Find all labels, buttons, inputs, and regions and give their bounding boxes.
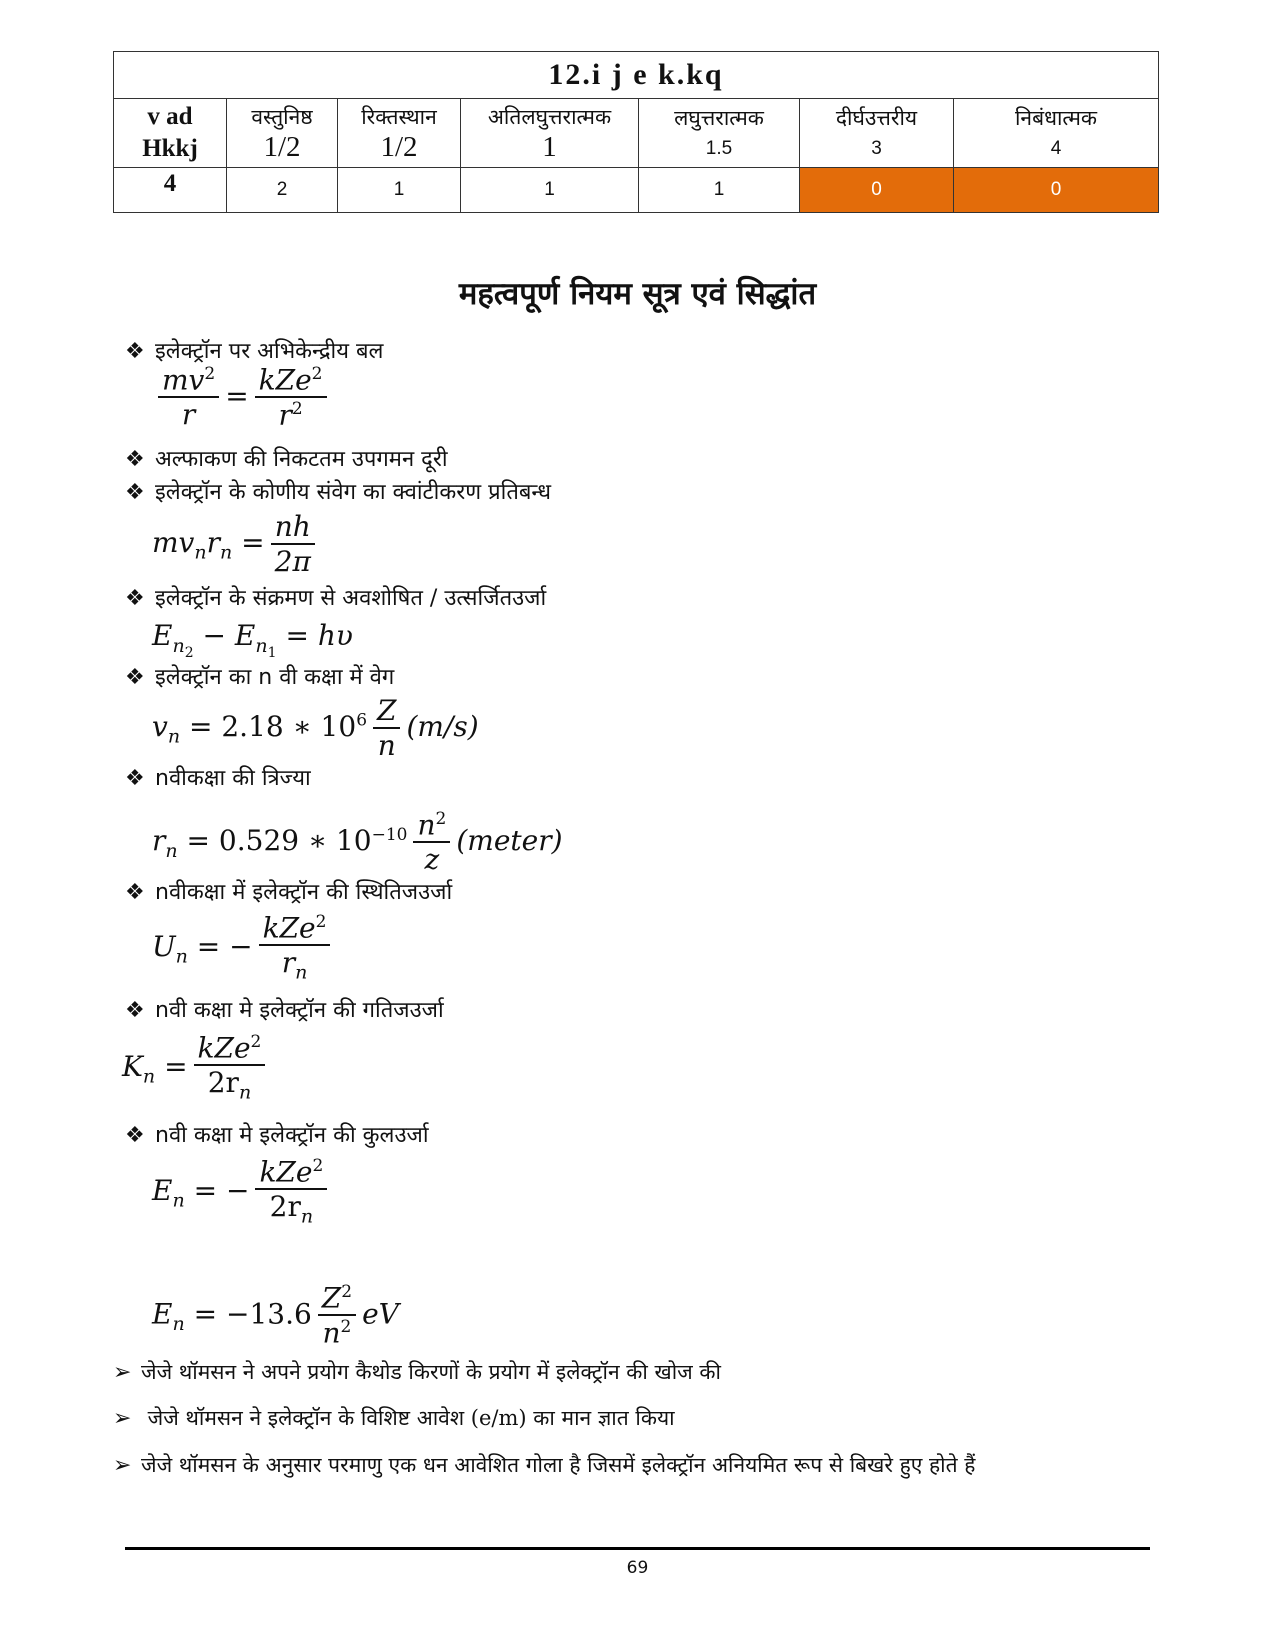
header-cell bbox=[954, 99, 1159, 168]
bullet-item bbox=[125, 478, 551, 508]
bullet-item bbox=[125, 584, 546, 614]
bullet-item bbox=[125, 764, 311, 794]
column-marks: 1/2 bbox=[380, 131, 418, 163]
diamond-bullet-icon: ❖ bbox=[125, 447, 145, 472]
bullet-text: इलेक्ट्रॉन का n वी कक्षा में वेग bbox=[155, 665, 395, 690]
bullet-text: nवी कक्षा मे इलेक्ट्रॉन की कुलउर्जा bbox=[155, 1123, 429, 1148]
header-cell bbox=[461, 99, 639, 168]
bullet-text: nवीकक्षा में इलेक्ट्रॉन की स्थितिजउर्जा bbox=[155, 880, 453, 905]
column-name: रिक्तस्थान bbox=[361, 105, 437, 129]
bullet-text: इलेक्ट्रॉन पर अभिकेन्द्रीय बल bbox=[155, 339, 384, 364]
header-cell bbox=[639, 99, 800, 168]
diamond-bullet-icon: ❖ bbox=[125, 480, 145, 505]
fact-text: जेजे थॉमसन ने इलेक्ट्रॉन के विशिष्ट आवेश (e/m) का मान ज्ञात किया bbox=[141, 1406, 675, 1430]
bullet-item bbox=[125, 1121, 429, 1151]
arrow-bullet-icon: ➢ bbox=[113, 1360, 132, 1385]
diamond-bullet-icon: ❖ bbox=[125, 586, 145, 611]
section-heading: महत्वपूर्ण नियम सूत्र एवं सिद्धांत bbox=[458, 276, 817, 312]
footer-divider bbox=[125, 1547, 1150, 1550]
header-cell-marks-label bbox=[114, 99, 227, 168]
fact-item bbox=[113, 1403, 675, 1434]
column-marks: 1/2 bbox=[263, 131, 301, 163]
column-marks: 4 bbox=[1050, 137, 1062, 159]
arrow-bullet-icon: ➢ bbox=[113, 1453, 132, 1478]
column-marks: 1.5 bbox=[705, 137, 733, 159]
arrow-bullet-icon: ➢ bbox=[113, 1406, 132, 1431]
count-cell: 1 bbox=[338, 168, 461, 213]
fact-item bbox=[113, 1450, 975, 1481]
column-marks: 3 bbox=[871, 137, 882, 159]
count-cell: 1 bbox=[639, 168, 800, 213]
diamond-bullet-icon: ❖ bbox=[125, 1123, 145, 1148]
header-cell bbox=[338, 99, 461, 168]
header-cell bbox=[800, 99, 954, 168]
diamond-bullet-icon: ❖ bbox=[125, 766, 145, 791]
diamond-bullet-icon: ❖ bbox=[125, 665, 145, 690]
formula-kinetic-energy: $K_n$ = $\frac{kZe^2}{2r_n}$ bbox=[122, 1034, 271, 1103]
column-name: अतिलघुत्तरात्मक bbox=[487, 105, 612, 129]
header-label-line1: v ad bbox=[147, 103, 193, 130]
bullet-text: इलेक्ट्रॉन के संक्रमण से अवशोषित / उत्सर्जितउर्जा bbox=[155, 586, 547, 611]
count-cell: 1 bbox=[461, 168, 639, 213]
formula-angular-momentum: $mv_nr_n$ = $\frac{nh}{2\pi}$ bbox=[152, 513, 321, 576]
formula-orbital-velocity: $v_n = 2.18$ ∗ $10^6$ $\frac{Z}{n}$ (m/s) bbox=[152, 694, 479, 762]
bullet-item bbox=[125, 663, 394, 693]
formula-total-energy: $E_n$ = − $\frac{kZe^2}{2r_n}$ bbox=[152, 1158, 333, 1227]
bullet-text: nवीकक्षा की त्रिज्या bbox=[155, 766, 311, 791]
formula-transition-energy: $E_{n_2} - E_{n_1} = h\upsilon$ bbox=[152, 619, 353, 661]
bullet-item bbox=[125, 996, 444, 1026]
chapter-title: 12.i j e k.kq bbox=[114, 52, 1159, 99]
formula-total-energy-ev: $E_n = -13.6$ $\frac{Z^2}{n^2}$ eV bbox=[152, 1281, 399, 1350]
count-cell-highlighted: 0 bbox=[800, 168, 954, 213]
column-name: लघुत्तरात्मक bbox=[674, 105, 764, 130]
column-name: निबंधात्मक bbox=[1014, 105, 1098, 130]
bullet-item bbox=[125, 445, 448, 475]
diamond-bullet-icon: ❖ bbox=[125, 339, 145, 364]
formula-orbit-radius: $r_n = 0.529$ ∗ $10^{-10}$ $\frac{n^2}{z}$ (meter) bbox=[152, 808, 563, 877]
bullet-text: अल्फाकण की निकटतम उपगमन दूरी bbox=[155, 447, 448, 472]
header-cell bbox=[227, 99, 338, 168]
marks-table bbox=[113, 51, 1159, 213]
table-value-row bbox=[114, 168, 1159, 213]
count-cell: 2 bbox=[227, 168, 338, 213]
diamond-bullet-icon: ❖ bbox=[125, 880, 145, 905]
bullet-text: nवी कक्षा मे इलेक्ट्रॉन की गतिजउर्जा bbox=[155, 998, 444, 1023]
table-title-row bbox=[114, 52, 1159, 99]
fact-item bbox=[113, 1357, 721, 1388]
column-name: वस्तुनिष्ठ bbox=[251, 105, 313, 129]
bullet-item bbox=[125, 878, 452, 908]
column-name: दीर्घउत्तरीय bbox=[835, 105, 918, 130]
page-number: 69 bbox=[626, 1558, 649, 1578]
fact-text: जेजे थॉमसन ने अपने प्रयोग कैथोड किरणों के प्रयोग में इलेक्ट्रॉन की खोज की bbox=[141, 1360, 721, 1384]
bullet-text: इलेक्ट्रॉन के कोणीय संवेग का क्वांटीकरण प्रतिबन्ध bbox=[155, 480, 552, 505]
column-marks: 1 bbox=[542, 131, 557, 163]
header-label-line2: Hkkj bbox=[142, 135, 198, 162]
fact-text: जेजे थॉमसन के अनुसार परमाणु एक धन आवेशित गोला है जिसमें इलेक्ट्रॉन अनियमित रूप से बिखरे हुए होते हैं bbox=[141, 1453, 976, 1477]
total-marks-cell: 4 bbox=[114, 168, 227, 213]
table-header-row bbox=[114, 99, 1159, 168]
diamond-bullet-icon: ❖ bbox=[125, 998, 145, 1023]
count-cell-highlighted: 0 bbox=[954, 168, 1159, 213]
formula-potential-energy: $U_n$ = − $\frac{kZe^2}{r_n}$ bbox=[152, 914, 336, 983]
formula-centripetal-force: $\frac{mv^2}{r}$ = $\frac{kZe^2}{r^2}$ bbox=[152, 366, 333, 430]
